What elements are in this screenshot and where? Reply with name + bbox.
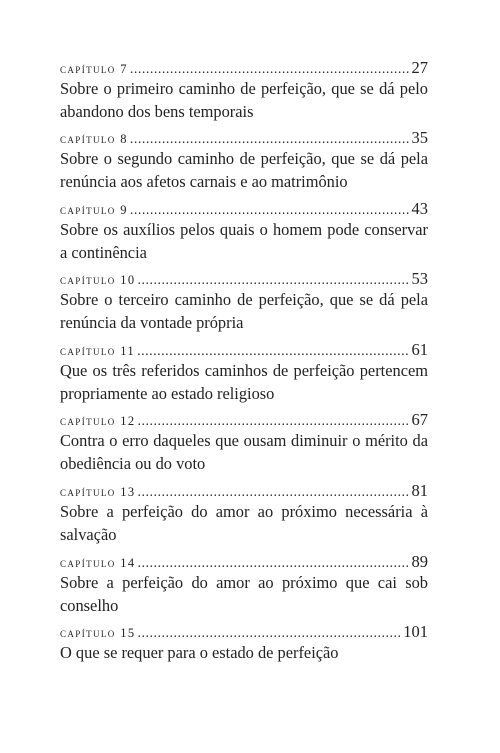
chapter-label: capítulo 9 [60,203,128,217]
dot-leader [138,483,410,503]
chapter-label: capítulo 10 [60,273,136,287]
toc-entry-heading [60,340,428,360]
dot-leader [138,554,410,574]
chapter-label: capítulo 12 [60,414,136,428]
toc-entry-heading [60,410,428,430]
toc-entry-heading [60,128,428,148]
dot-leader [137,342,409,362]
dot-leader [138,412,410,432]
page-number: 61 [411,340,428,359]
toc-entry-chapter-8 [60,128,428,193]
chapter-description: Contra o erro daqueles que ousam diminuir o mérito da obediência ou do voto [60,431,428,473]
chapter-description: Sobre os auxílios pelos quais o homem pode conservar a continência [60,220,428,262]
chapter-label: capítulo 8 [60,132,128,146]
toc-entry-chapter-9 [60,199,428,264]
toc-entry-chapter-12 [60,410,428,475]
chapter-description: Sobre o primeiro caminho de perfeição, que se dá pelo abandono dos bens temporais [60,79,428,121]
toc-entry-heading [60,481,428,501]
chapter-description: O que se requer para o estado de perfeição [60,643,339,662]
page-number: 67 [411,410,428,429]
dot-leader [130,201,410,221]
dot-leader [130,60,410,80]
toc-entry-chapter-14 [60,552,428,617]
chapter-description: Que os três referidos caminhos de perfeição pertencem propriamente ao estado religioso [60,361,428,403]
page-number: 89 [411,552,428,571]
toc-entry-chapter-10 [60,269,428,334]
chapter-description: Sobre a perfeição do amor ao próximo que cai sob conselho [60,573,428,615]
chapter-description: Sobre o terceiro caminho de perfeição, que se dá pela renúncia da vontade própria [60,290,428,332]
toc-entry-heading [60,58,428,78]
chapter-label: capítulo 15 [60,626,136,640]
toc-entry-chapter-7 [60,58,428,123]
page-number: 81 [411,481,428,500]
toc-entry-chapter-13 [60,481,428,546]
toc-entry-chapter-11 [60,340,428,405]
page-number: 43 [411,199,428,218]
dot-leader [130,130,410,150]
chapter-label: capítulo 7 [60,62,128,76]
dot-leader [138,624,402,644]
chapter-label: capítulo 11 [60,344,136,358]
page-number: 53 [411,269,428,288]
page-number: 35 [411,128,428,147]
dot-leader [138,271,410,291]
chapter-description: Sobre a perfeição do amor ao próximo necessária à salvação [60,502,428,544]
toc-entry-heading [60,199,428,219]
toc-entry-heading [60,269,428,289]
toc-entry-chapter-15 [60,622,428,665]
page-number: 27 [411,58,428,77]
toc-entry-heading [60,552,428,572]
chapter-description: Sobre o segundo caminho de perfeição, que se dá pela renúncia aos afetos carnais e ao matrimônio [60,149,428,191]
chapter-label: capítulo 14 [60,556,136,570]
page-number: 101 [403,622,428,641]
toc-entry-heading [60,622,428,642]
chapter-label: capítulo 13 [60,485,136,499]
